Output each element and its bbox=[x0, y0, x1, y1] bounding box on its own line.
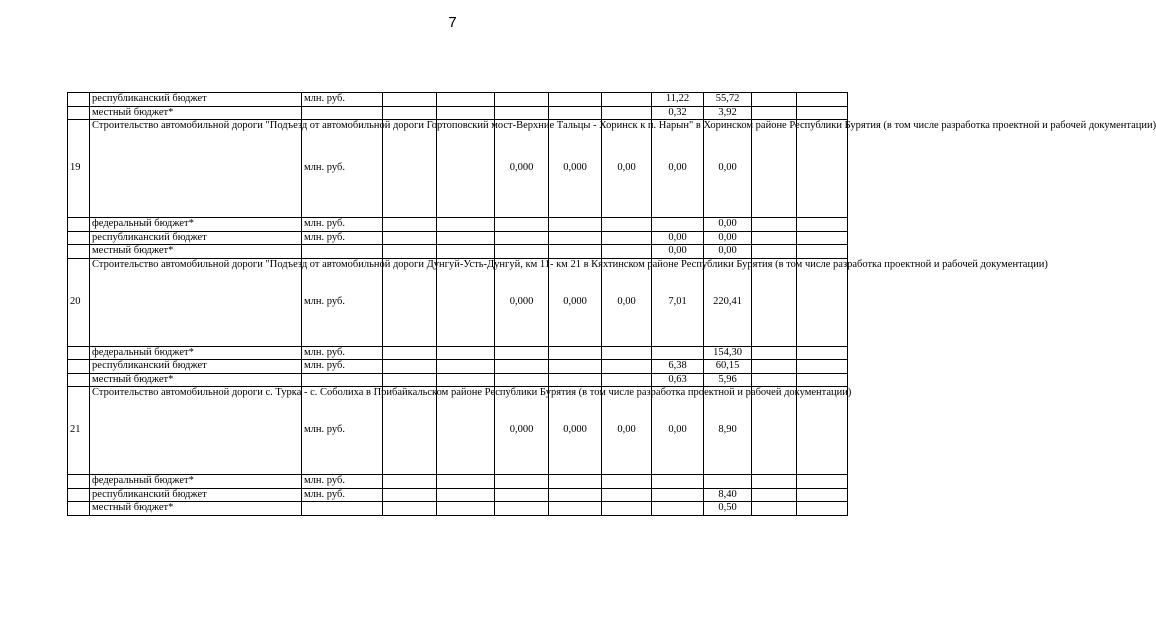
value-cell bbox=[437, 218, 495, 232]
budget-source-label: местный бюджет* bbox=[90, 245, 302, 259]
value-cell bbox=[383, 360, 437, 374]
value-cell: 8,40 bbox=[704, 488, 752, 502]
table-row-subitem bbox=[68, 245, 848, 259]
value-cell bbox=[752, 475, 797, 489]
value-cell bbox=[383, 502, 437, 516]
budget-source-label: республиканский бюджет bbox=[90, 488, 302, 502]
value-cell bbox=[383, 120, 437, 218]
value-cell bbox=[797, 231, 848, 245]
value-cell bbox=[437, 360, 495, 374]
value-cell bbox=[383, 93, 437, 107]
value-cell bbox=[602, 218, 652, 232]
value-cell: 0,000 bbox=[495, 120, 549, 218]
table-row-subitem bbox=[68, 360, 848, 374]
value-cell bbox=[495, 245, 549, 259]
value-cell: 0,000 bbox=[495, 258, 549, 346]
value-cell bbox=[383, 106, 437, 120]
row-number: 19 bbox=[68, 120, 90, 218]
row-number bbox=[68, 231, 90, 245]
value-cell bbox=[383, 475, 437, 489]
value-cell bbox=[602, 488, 652, 502]
value-cell bbox=[602, 373, 652, 387]
value-cell: 154,30 bbox=[704, 346, 752, 360]
row-number bbox=[68, 373, 90, 387]
value-cell bbox=[495, 360, 549, 374]
value-cell bbox=[797, 502, 848, 516]
value-cell: 11,22 bbox=[652, 93, 704, 107]
budget-source-label: республиканский бюджет bbox=[90, 93, 302, 107]
value-cell: 7,01 bbox=[652, 258, 704, 346]
value-cell bbox=[797, 475, 848, 489]
value-cell: 0,00 bbox=[704, 231, 752, 245]
value-cell bbox=[437, 475, 495, 489]
value-cell: 0,32 bbox=[652, 106, 704, 120]
value-cell: 6,38 bbox=[652, 360, 704, 374]
value-cell bbox=[652, 346, 704, 360]
row-number bbox=[68, 106, 90, 120]
value-cell bbox=[549, 93, 602, 107]
value-cell bbox=[752, 502, 797, 516]
value-cell bbox=[752, 373, 797, 387]
value-cell: 0,00 bbox=[652, 387, 704, 475]
unit-cell bbox=[302, 245, 383, 259]
value-cell bbox=[495, 488, 549, 502]
table-row-item bbox=[68, 387, 848, 475]
value-cell bbox=[652, 502, 704, 516]
table-row-subitem bbox=[68, 346, 848, 360]
value-cell: 0,00 bbox=[652, 245, 704, 259]
row-number bbox=[68, 218, 90, 232]
table-row-item bbox=[68, 258, 848, 346]
value-cell: 0,000 bbox=[549, 258, 602, 346]
value-cell bbox=[602, 93, 652, 107]
row-number bbox=[68, 245, 90, 259]
row-number: 20 bbox=[68, 258, 90, 346]
value-cell bbox=[752, 93, 797, 107]
budget-table bbox=[67, 92, 1156, 516]
value-cell bbox=[437, 231, 495, 245]
row-number bbox=[68, 346, 90, 360]
value-cell bbox=[602, 502, 652, 516]
value-cell: 0,000 bbox=[549, 120, 602, 218]
value-cell: 0,50 bbox=[704, 502, 752, 516]
value-cell bbox=[383, 346, 437, 360]
value-cell bbox=[602, 346, 652, 360]
value-cell bbox=[495, 93, 549, 107]
value-cell bbox=[437, 346, 495, 360]
value-cell bbox=[797, 120, 848, 218]
value-cell bbox=[752, 245, 797, 259]
table-row-subitem bbox=[68, 373, 848, 387]
value-cell bbox=[797, 218, 848, 232]
value-cell bbox=[797, 360, 848, 374]
value-cell bbox=[383, 373, 437, 387]
value-cell: 0,63 bbox=[652, 373, 704, 387]
unit-cell: млн. руб. bbox=[302, 346, 383, 360]
value-cell bbox=[437, 106, 495, 120]
item-description: Строительство автомобильной дороги с. Турка - с. Соболиха в Прибайкальском районе Республики Бурятия (в том числе разработка проектной и рабочей документации) bbox=[90, 387, 302, 475]
value-cell bbox=[495, 502, 549, 516]
unit-cell: млн. руб. bbox=[302, 231, 383, 245]
value-cell: 0,00 bbox=[704, 218, 752, 232]
row-number bbox=[68, 502, 90, 516]
value-cell: 0,00 bbox=[704, 245, 752, 259]
value-cell bbox=[495, 106, 549, 120]
value-cell: 0,000 bbox=[495, 387, 549, 475]
value-cell: 0,00 bbox=[652, 120, 704, 218]
value-cell bbox=[495, 218, 549, 232]
value-cell bbox=[495, 475, 549, 489]
value-cell bbox=[549, 373, 602, 387]
value-cell: 0,00 bbox=[602, 387, 652, 475]
value-cell bbox=[797, 373, 848, 387]
value-cell bbox=[437, 387, 495, 475]
value-cell bbox=[652, 475, 704, 489]
value-cell bbox=[797, 106, 848, 120]
value-cell bbox=[549, 360, 602, 374]
row-number bbox=[68, 93, 90, 107]
value-cell bbox=[437, 502, 495, 516]
value-cell bbox=[495, 346, 549, 360]
value-cell bbox=[752, 488, 797, 502]
value-cell: 0,000 bbox=[549, 387, 602, 475]
value-cell: 55,72 bbox=[704, 93, 752, 107]
value-cell bbox=[383, 231, 437, 245]
budget-source-label: местный бюджет* bbox=[90, 373, 302, 387]
budget-source-label: республиканский бюджет bbox=[90, 231, 302, 245]
value-cell: 8,90 bbox=[704, 387, 752, 475]
value-cell bbox=[437, 373, 495, 387]
value-cell bbox=[797, 488, 848, 502]
value-cell bbox=[797, 258, 848, 346]
value-cell bbox=[797, 93, 848, 107]
unit-cell bbox=[302, 502, 383, 516]
item-description: Строительство автомобильной дороги "Подъезд от автомобильной дороги Гортоповский мост-Верхние Тальцы - Хоринск к п. Нарын" в Хоринском районе Республики Бурятия (в том числе разработка проектной и рабочей документации) bbox=[90, 120, 302, 218]
value-cell bbox=[549, 488, 602, 502]
unit-cell: млн. руб. bbox=[302, 475, 383, 489]
value-cell bbox=[797, 245, 848, 259]
value-cell bbox=[752, 218, 797, 232]
value-cell bbox=[549, 475, 602, 489]
value-cell bbox=[437, 245, 495, 259]
value-cell bbox=[752, 258, 797, 346]
value-cell: 0,00 bbox=[602, 258, 652, 346]
value-cell bbox=[797, 346, 848, 360]
table-row-subitem bbox=[68, 231, 848, 245]
value-cell bbox=[652, 488, 704, 502]
item-description: Строительство автомобильной дороги "Подъезд от автомобильной дороги Дунгуй-Усть-Дунгуй, км 11- км 21 в Кяхтинском районе Республики Бурятия (в том числе разработка проектной и рабочей документации) bbox=[90, 258, 302, 346]
value-cell bbox=[797, 387, 848, 475]
budget-source-label: местный бюджет* bbox=[90, 106, 302, 120]
table-row-subitem bbox=[68, 218, 848, 232]
unit-cell bbox=[302, 106, 383, 120]
value-cell bbox=[549, 106, 602, 120]
value-cell bbox=[704, 475, 752, 489]
value-cell bbox=[752, 231, 797, 245]
value-cell bbox=[549, 346, 602, 360]
row-number bbox=[68, 488, 90, 502]
page-number: 7 bbox=[448, 14, 457, 31]
value-cell bbox=[383, 488, 437, 502]
row-number bbox=[68, 475, 90, 489]
value-cell bbox=[652, 218, 704, 232]
value-cell bbox=[437, 93, 495, 107]
unit-cell: млн. руб. bbox=[302, 387, 383, 475]
value-cell bbox=[752, 106, 797, 120]
table-body bbox=[68, 93, 1156, 516]
value-cell bbox=[383, 218, 437, 232]
row-number: 21 bbox=[68, 387, 90, 475]
value-cell bbox=[495, 231, 549, 245]
value-cell bbox=[602, 360, 652, 374]
unit-cell: млн. руб. bbox=[302, 360, 383, 374]
budget-source-label: федеральный бюджет* bbox=[90, 346, 302, 360]
unit-cell: млн. руб. bbox=[302, 258, 383, 346]
value-cell bbox=[602, 106, 652, 120]
value-cell bbox=[437, 120, 495, 218]
value-cell bbox=[549, 502, 602, 516]
budget-source-label: федеральный бюджет* bbox=[90, 475, 302, 489]
value-cell: 0,00 bbox=[602, 120, 652, 218]
value-cell bbox=[383, 387, 437, 475]
value-cell: 0,00 bbox=[704, 120, 752, 218]
value-cell bbox=[383, 245, 437, 259]
table-row-subitem bbox=[68, 106, 848, 120]
unit-cell: млн. руб. bbox=[302, 488, 383, 502]
table-row-subitem bbox=[68, 502, 848, 516]
unit-cell: млн. руб. bbox=[302, 120, 383, 218]
table-row-item bbox=[68, 120, 848, 218]
value-cell bbox=[602, 245, 652, 259]
value-cell: 60,15 bbox=[704, 360, 752, 374]
budget-source-label: местный бюджет* bbox=[90, 502, 302, 516]
unit-cell bbox=[302, 373, 383, 387]
value-cell bbox=[437, 488, 495, 502]
table-row-subitem bbox=[68, 93, 848, 107]
value-cell bbox=[495, 373, 549, 387]
value-cell bbox=[602, 231, 652, 245]
unit-cell: млн. руб. bbox=[302, 93, 383, 107]
value-cell bbox=[383, 258, 437, 346]
value-cell bbox=[752, 346, 797, 360]
value-cell bbox=[549, 218, 602, 232]
budget-source-label: республиканский бюджет bbox=[90, 360, 302, 374]
value-cell: 5,96 bbox=[704, 373, 752, 387]
value-cell: 0,00 bbox=[652, 231, 704, 245]
value-cell bbox=[549, 245, 602, 259]
value-cell bbox=[602, 475, 652, 489]
value-cell bbox=[752, 360, 797, 374]
value-cell bbox=[752, 120, 797, 218]
value-cell bbox=[437, 258, 495, 346]
value-cell: 3,92 bbox=[704, 106, 752, 120]
table-row-subitem bbox=[68, 475, 848, 489]
value-cell bbox=[549, 231, 602, 245]
value-cell bbox=[752, 387, 797, 475]
table-row-subitem bbox=[68, 488, 848, 502]
unit-cell: млн. руб. bbox=[302, 218, 383, 232]
value-cell: 220,41 bbox=[704, 258, 752, 346]
budget-source-label: федеральный бюджет* bbox=[90, 218, 302, 232]
row-number bbox=[68, 360, 90, 374]
